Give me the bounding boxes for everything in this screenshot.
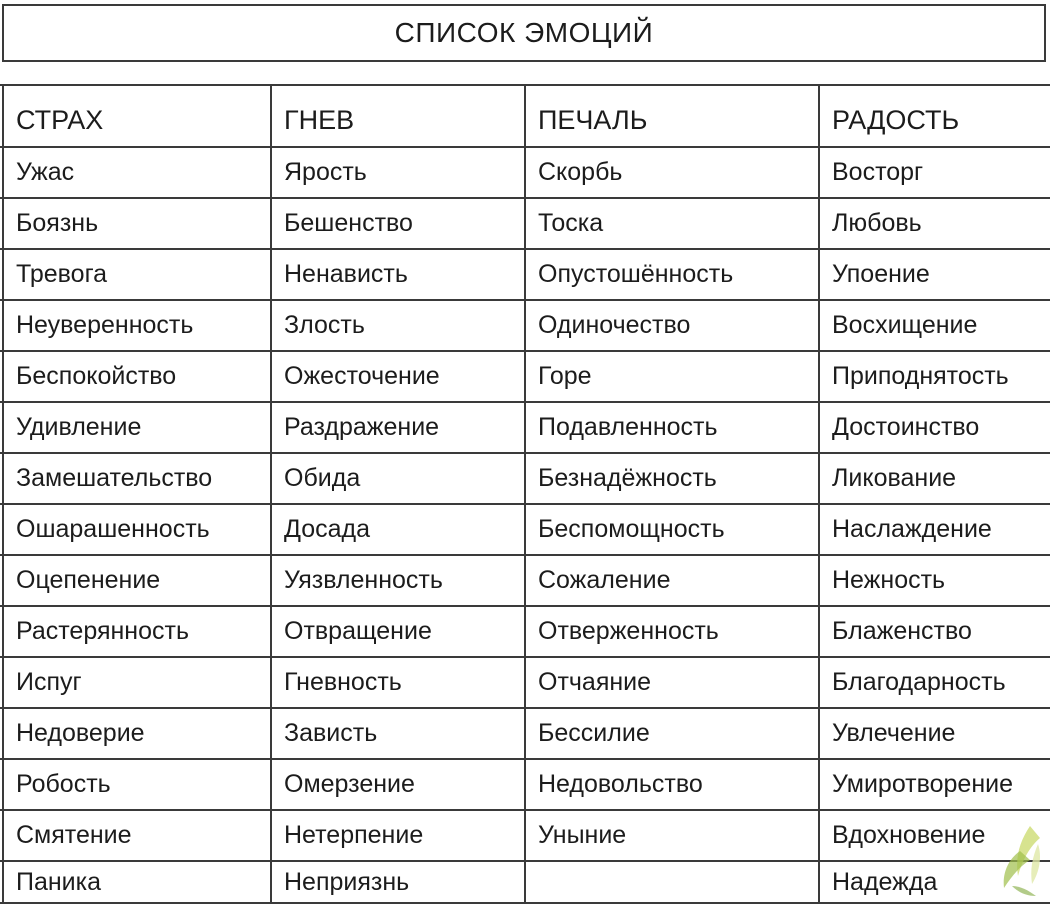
table-cell: Замешательство — [2, 454, 270, 503]
table-cell: Беспокойство — [2, 352, 270, 401]
table-cell: Любовь — [818, 199, 1050, 248]
table-cell: Удивление — [2, 403, 270, 452]
table-cell: Растерянность — [2, 607, 270, 656]
column-header: РАДОСТЬ — [818, 86, 1050, 146]
table-row — [0, 299, 1050, 352]
table-row — [0, 605, 1050, 658]
table-cell: Бешенство — [270, 199, 524, 248]
table-cell: Бессилие — [524, 709, 818, 758]
table-cell: Боязнь — [2, 199, 270, 248]
table-cell: Нетерпение — [270, 811, 524, 860]
table-row — [0, 707, 1050, 760]
table-cell: Зависть — [270, 709, 524, 758]
table-cell: Недовольство — [524, 760, 818, 809]
table-cell: Смятение — [2, 811, 270, 860]
table-cell: Благодарность — [818, 658, 1050, 707]
table-cell: Отчаяние — [524, 658, 818, 707]
table-cell: Тревога — [2, 250, 270, 299]
table-cell: Блаженство — [818, 607, 1050, 656]
table-row — [0, 809, 1050, 862]
table-cell: Уныние — [524, 811, 818, 860]
table-cell: Обида — [270, 454, 524, 503]
table-cell: Омерзение — [270, 760, 524, 809]
table-cell — [524, 862, 818, 902]
table-row — [0, 503, 1050, 556]
column-header: ГНЕВ — [270, 86, 524, 146]
table-cell: Надежда — [818, 862, 1050, 902]
table-cell: Одиночество — [524, 301, 818, 350]
page-title: СПИСОК ЭМОЦИЙ — [2, 4, 1046, 62]
table-cell: Умиротворение — [818, 760, 1050, 809]
table-cell: Раздражение — [270, 403, 524, 452]
table-cell: Нежность — [818, 556, 1050, 605]
table-cell: Ярость — [270, 148, 524, 197]
table-cell: Упоение — [818, 250, 1050, 299]
table-cell: Паника — [2, 862, 270, 902]
table-cell: Злость — [270, 301, 524, 350]
table-cell: Ненависть — [270, 250, 524, 299]
table-row — [0, 401, 1050, 454]
table-cell: Отвращение — [270, 607, 524, 656]
table-cell: Горе — [524, 352, 818, 401]
column-header: ПЕЧАЛЬ — [524, 86, 818, 146]
table-cell: Ошарашенность — [2, 505, 270, 554]
table-cell: Неприязнь — [270, 862, 524, 902]
table-cell: Подавленность — [524, 403, 818, 452]
table-cell: Достоинство — [818, 403, 1050, 452]
table-cell: Приподнятость — [818, 352, 1050, 401]
table-cell: Тоска — [524, 199, 818, 248]
table-header-row — [0, 84, 1050, 148]
table-row — [0, 146, 1050, 199]
table-cell: Гневность — [270, 658, 524, 707]
table-cell: Безнадёжность — [524, 454, 818, 503]
table-row — [0, 248, 1050, 301]
table-cell: Вдохновение — [818, 811, 1050, 860]
table-cell: Уязвленность — [270, 556, 524, 605]
table-cell: Неуверенность — [2, 301, 270, 350]
table-cell: Наслаждение — [818, 505, 1050, 554]
table-cell: Ожесточение — [270, 352, 524, 401]
table-cell: Опустошённость — [524, 250, 818, 299]
column-header: СТРАХ — [2, 86, 270, 146]
table-cell: Отверженность — [524, 607, 818, 656]
table-row — [0, 197, 1050, 250]
table-row — [0, 758, 1050, 811]
table-row — [0, 860, 1050, 904]
table-cell: Ликование — [818, 454, 1050, 503]
table-cell: Беспомощность — [524, 505, 818, 554]
table-cell: Оцепенение — [2, 556, 270, 605]
table-cell: Недоверие — [2, 709, 270, 758]
table-cell: Досада — [270, 505, 524, 554]
table-cell: Испуг — [2, 658, 270, 707]
table-cell: Увлечение — [818, 709, 1050, 758]
table-cell: Робость — [2, 760, 270, 809]
table-cell: Сожаление — [524, 556, 818, 605]
table-row — [0, 350, 1050, 403]
table-cell: Восхищение — [818, 301, 1050, 350]
table-row — [0, 656, 1050, 709]
table-cell: Скорбь — [524, 148, 818, 197]
table-cell: Восторг — [818, 148, 1050, 197]
table-row — [0, 452, 1050, 505]
table-row — [0, 554, 1050, 607]
table-cell: Ужас — [2, 148, 270, 197]
